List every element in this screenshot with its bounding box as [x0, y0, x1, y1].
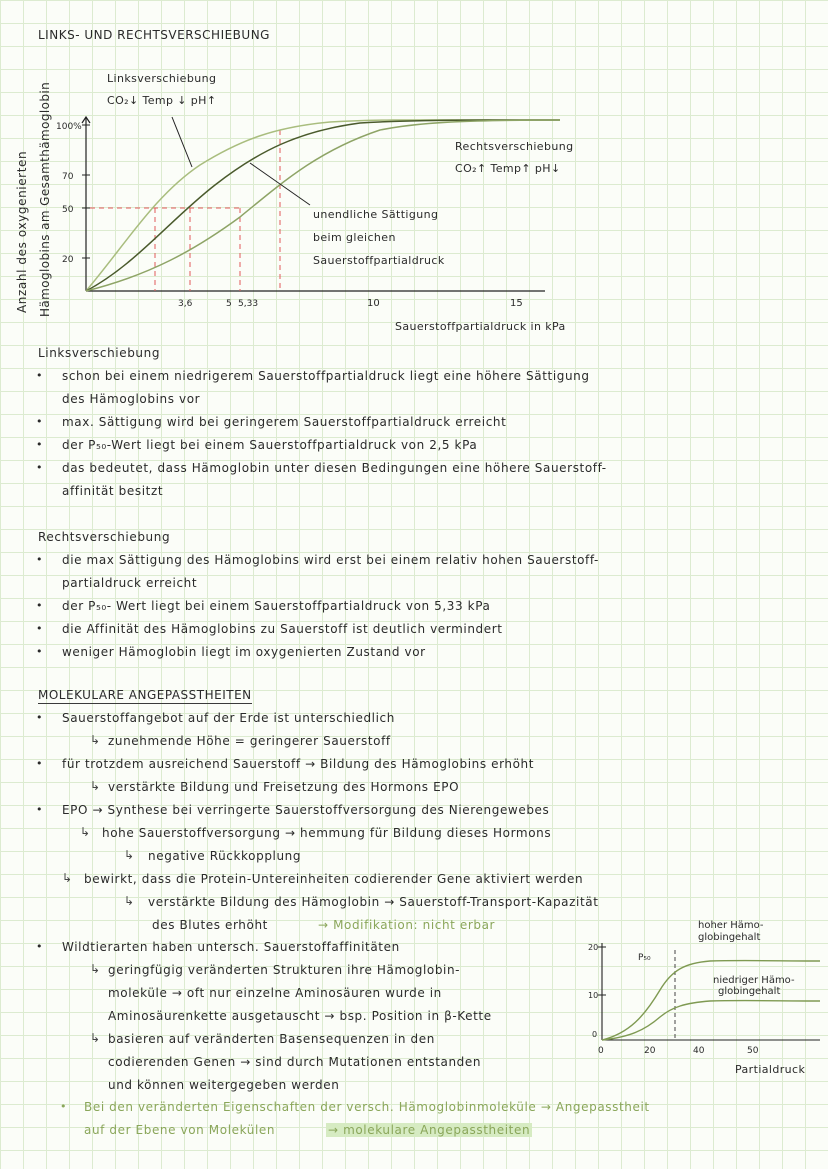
chart2-p50-label: P₅₀ [638, 953, 651, 963]
bullet-dot: • [36, 553, 43, 566]
bullet-dot: • [36, 757, 43, 770]
label-linksverschiebung: Linksverschiebung [107, 72, 217, 85]
bullet-dot: • [60, 1100, 67, 1113]
mol-l19b: → molekulare Angepasstheiten [328, 1123, 531, 1137]
chart2-x-label: Partialdruck [735, 1063, 806, 1076]
mol-l2: zunehmende Höhe = geringerer Sauerstoff [108, 734, 391, 748]
rechts-b2: der P₅₀- Wert liegt bei einem Sauerstoffpartialdruck von 5,33 kPa [62, 599, 491, 613]
links-b4-l2: affinität besitzt [62, 484, 164, 498]
x-tick-3-6: 3,6 [178, 299, 193, 309]
mol-l14: Aminosäurenkette ausgetauscht → bsp. Position in β-Kette [108, 1009, 492, 1023]
mol-l1: Sauerstoffangebot auf der Erde ist unterschiedlich [62, 711, 395, 725]
y-tick-20: 20 [62, 255, 74, 265]
x-tick-5: 5 [226, 299, 232, 309]
bullet-dot: • [36, 803, 43, 816]
hook-arrow-icon: ↳ [90, 1031, 101, 1045]
y-axis-label-2: Hämoglobins am Gesamthämoglobin [38, 81, 52, 317]
mol-l3: für trotzdem ausreichend Sauerstoff → Bildung des Hämoglobins erhöht [62, 757, 535, 771]
page-title: LINKS- UND RECHTSVERSCHIEBUNG [38, 28, 270, 42]
mol-l16: codierenden Genen → sind durch Mutationen entstanden [108, 1055, 482, 1069]
chart2-x-tick-50: 50 [747, 1046, 759, 1056]
label-mid-3: Sauerstoffpartialdruck [313, 254, 445, 267]
links-b1-l1: schon bei einem niedrigerem Sauerstoffpartialdruck liegt eine höhere Sättigung [62, 369, 590, 383]
bullet-dot: • [36, 940, 43, 953]
molekular-heading [38, 688, 252, 702]
chart2-label-high-2: globingehalt [698, 932, 761, 943]
label-mid-2: beim gleichen [313, 231, 396, 244]
y-tick-50: 50 [62, 205, 74, 215]
x-axis-label: Sauerstoffpartialdruck in kPa [395, 320, 566, 333]
rechts-b3: die Affinität des Hämoglobins zu Sauerstoff ist deutlich vermindert [62, 622, 503, 636]
hook-arrow-icon: ↳ [124, 848, 135, 862]
rechts-b1-l1: die max Sättigung des Hämoglobins wird erst bei einem relativ hohen Sauerstoff- [62, 553, 599, 567]
chart2-x-tick-0: 0 [598, 1046, 604, 1056]
bullet-dot: • [36, 711, 43, 724]
mol-l18: Bei den veränderten Eigenschaften der versch. Hämoglobinmoleküle → Angepasstheit [84, 1100, 650, 1114]
mol-l13: moleküle → oft nur einzelne Aminosäuren wurde in [108, 986, 442, 1000]
mol-l19a: auf der Ebene von Molekülen [84, 1123, 276, 1137]
y-axis-label-1: Anzahl des oxygenierten [15, 150, 29, 313]
mol-l17: und können weitergegeben werden [108, 1078, 340, 1092]
mol-l7: negative Rückkopplung [148, 849, 302, 863]
mol-l10a: des Blutes erhöht [152, 918, 268, 932]
links-b1-l2: des Hämoglobins vor [62, 392, 201, 406]
hook-arrow-icon: ↳ [124, 894, 135, 908]
hook-arrow-icon: ↳ [62, 871, 73, 885]
hook-arrow-icon: ↳ [90, 733, 101, 747]
y-tick-70: 70 [62, 172, 74, 182]
links-b4-l1: das bedeutet, dass Hämoglobin unter diesen Bedingungen eine höhere Sauerstoff- [62, 461, 607, 475]
mol-l19b-wrap [326, 1123, 532, 1137]
curve-low-hemoglobin [602, 1001, 820, 1040]
mol-l15: basieren auf veränderten Basensequenzen in den [108, 1032, 435, 1046]
bullet-dot: • [36, 622, 43, 635]
mol-l4: verstärkte Bildung und Freisetzung des Hormons EPO [108, 780, 460, 794]
bullet-dot: • [36, 369, 43, 382]
bullet-dot: • [36, 461, 43, 474]
mol-l11: Wildtierarten haben untersch. Sauerstoffaffinitäten [62, 940, 400, 954]
label-rechtsverschiebung: Rechtsverschiebung [455, 140, 574, 153]
molekular-heading-text: MOLEKULARE ANGEPASSTHEITEN [38, 688, 252, 702]
chart2-y-tick-20: 20 [588, 943, 599, 952]
x-tick-10: 10 [367, 298, 380, 309]
hook-arrow-icon: ↳ [80, 825, 91, 839]
mol-l9: verstärkte Bildung des Hämoglobin → Sauerstoff-Transport-Kapazität [148, 895, 599, 909]
label-links-conditions: CO₂↓ Temp ↓ pH↑ [107, 94, 217, 107]
bullet-dot: • [36, 438, 43, 451]
x-tick-5-33: 5,33 [238, 299, 259, 309]
rechts-b1-l2: partialdruck erreicht [62, 576, 198, 590]
bullet-dot: • [36, 415, 43, 428]
hook-arrow-icon: ↳ [90, 962, 101, 976]
links-b3: der P₅₀-Wert liegt bei einem Sauerstoffpartialdruck von 2,5 kPa [62, 438, 478, 452]
mol-l8: bewirkt, dass die Protein-Untereinheiten codierender Gene aktiviert werden [84, 872, 584, 886]
label-rechts-conditions: CO₂↑ Temp↑ pH↓ [455, 162, 561, 175]
y-tick-100: 100% [56, 122, 82, 132]
mol-l6: hohe Sauerstoffversorgung → hemmung für Bildung dieses Hormons [102, 826, 552, 840]
label-mid-1: unendliche Sättigung [313, 208, 439, 221]
chart2-label-low-1: niedriger Hämo- [713, 975, 795, 986]
chart2-label-low-2: globingehalt [718, 986, 781, 997]
hemoglobin-content-chart [580, 915, 825, 1065]
chart2-x-tick-40: 40 [693, 1046, 705, 1056]
chart2-label-high-1: hoher Hämo- [698, 920, 764, 931]
bullet-dot: • [36, 645, 43, 658]
mol-l10b: → Modifikation: nicht erbar [318, 918, 496, 932]
x-tick-15: 15 [510, 298, 523, 309]
chart2-y-tick-0: 0 [592, 1030, 598, 1039]
rechts-heading: Rechtsverschiebung [38, 530, 171, 544]
rechts-b4: weniger Hämoglobin liegt im oxygenierten Zustand vor [62, 645, 426, 659]
links-heading: Linksverschiebung [38, 346, 161, 360]
bullet-dot: • [36, 599, 43, 612]
oxygen-dissociation-chart [0, 55, 640, 345]
links-b2: max. Sättigung wird bei geringerem Sauerstoffpartialdruck erreicht [62, 415, 507, 429]
hook-arrow-icon: ↳ [90, 779, 101, 793]
chart2-y-tick-10: 10 [588, 991, 599, 1000]
pointer-left-label [172, 117, 192, 167]
chart2-x-tick-20: 20 [644, 1046, 656, 1056]
mol-l5: EPO → Synthese bei verringerte Sauerstoffversorgung des Nierengewebes [62, 803, 550, 817]
mol-l12: geringfügig veränderten Strukturen ihre Hämoglobin- [108, 963, 461, 977]
